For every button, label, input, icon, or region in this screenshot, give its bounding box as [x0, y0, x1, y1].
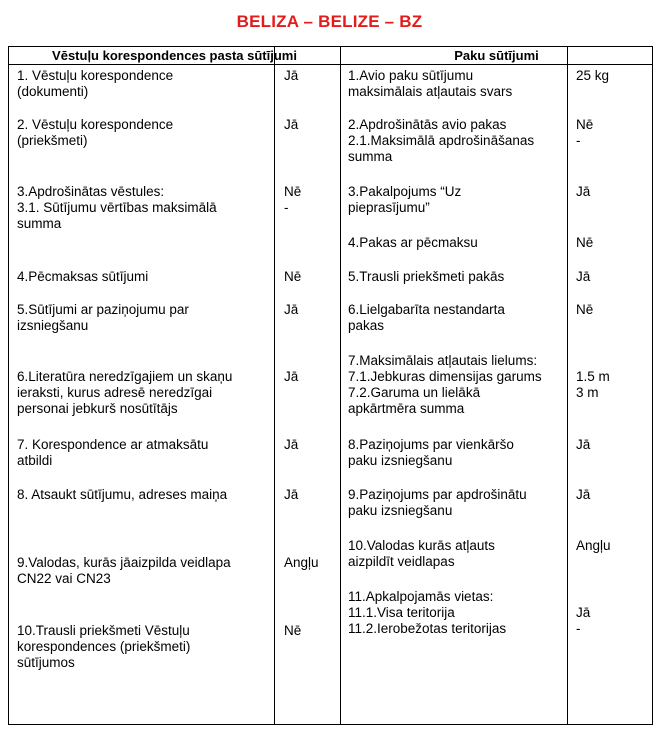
parcels-header: Paku sūtījumi — [454, 48, 539, 63]
parcels-row-5-value: Jā — [576, 269, 591, 284]
parcels-row-7-value: 1.5 m 3 m — [576, 369, 610, 400]
letters-row-7-label: 7. Korespondence ar atmaksātu atbildi — [17, 437, 209, 468]
parcels-row-9-label: 9.Paziņojums par apdrošinātu paku izsniegšanu — [348, 487, 527, 518]
letters-row-10-value: Nē — [284, 623, 302, 638]
letters-row-1-value: Jā — [284, 68, 299, 83]
parcels-row-10-value: Angļu — [576, 538, 611, 553]
parcels-row-6-value: Nē — [576, 302, 594, 317]
letters-row-8-label: 8. Atsaukt sūtījumu, adreses maiņa — [17, 487, 228, 502]
column-divider — [274, 47, 275, 724]
parcels-row-11-label: 11.Apkalpojamās vietas: 11.1.Visa teritorija 11.2.Ierobežotas teritorijas — [348, 589, 507, 636]
parcels-row-4-value: Nē — [576, 235, 594, 250]
letters-row-3-value: Nē - — [284, 184, 302, 215]
letters-row-2-label: 2. Vēstuļu korespondence (priekšmeti) — [17, 117, 174, 148]
parcels-row-1-value: 25 kg — [576, 68, 610, 83]
header-divider — [9, 64, 652, 65]
letters-row-5-value: Jā — [284, 302, 299, 317]
column-divider — [340, 47, 341, 724]
parcels-row-5-label: 5.Trausli priekšmeti pakās — [348, 269, 505, 284]
parcels-row-7-label: 7.Maksimālais atļautais lielums: 7.1.Jebkuras dimensijas garums 7.2.Garuma un lielākā apkārtmēra summa — [348, 353, 542, 416]
column-divider — [567, 47, 568, 724]
parcels-row-2-value: Nē - — [576, 117, 594, 148]
parcels-row-9-value: Jā — [576, 487, 591, 502]
letters-row-5-label: 5.Sūtījumi ar paziņojumu par izsniegšanu — [17, 302, 189, 333]
parcels-row-10-label: 10.Valodas kurās atļauts aizpildīt veidlapas — [348, 538, 495, 569]
letters-row-1-label: 1. Vēstuļu korespondence (dokumenti) — [17, 68, 174, 99]
parcels-row-6-label: 6.Lielgabarīta nestandarta pakas — [348, 302, 505, 333]
letters-row-6-value: Jā — [284, 369, 299, 384]
letters-row-3-label: 3.Apdrošinātas vēstules: 3.1. Sūtījumu vērtības maksimālā summa — [17, 184, 217, 231]
letters-row-7-value: Jā — [284, 437, 299, 452]
letters-row-4-label: 4.Pēcmaksas sūtījumi — [17, 269, 149, 284]
letters-row-8-value: Jā — [284, 487, 299, 502]
parcels-row-3-value: Jā — [576, 184, 591, 199]
services-table — [8, 46, 653, 725]
letters-row-4-value: Nē — [284, 269, 302, 284]
page-title: BELIZA – BELIZE – BZ — [236, 12, 423, 31]
parcels-row-3-label: 3.Pakalpojums “Uz pieprasījumu” — [348, 184, 462, 215]
parcels-row-11-value: Jā - — [576, 605, 591, 636]
parcels-row-4-label: 4.Pakas ar pēcmaksu — [348, 235, 478, 250]
parcels-row-8-label: 8.Paziņojums par vienkāršo paku izsniegšanu — [348, 437, 514, 468]
parcels-row-8-value: Jā — [576, 437, 591, 452]
parcels-row-2-label: 2.Apdrošinātās avio pakas 2.1.Maksimālā apdrošināšanas summa — [348, 117, 535, 164]
parcels-row-1-label: 1.Avio paku sūtījumu maksimālais atļautais svars — [348, 68, 513, 99]
letters-row-2-value: Jā — [284, 117, 299, 132]
letters-row-9-value: Angļu — [284, 555, 319, 570]
letters-row-9-label: 9.Valodas, kurās jāaizpilda veidlapa CN22 vai CN23 — [17, 555, 231, 586]
letters-row-10-label: 10.Trausli priekšmeti Vēstuļu korespondences (priekšmeti) sūtījumos — [17, 623, 191, 670]
letters-row-6-label: 6.Literatūra neredzīgajiem un skaņu ieraksti, kurus adresē neredzīgai personai jebkurš nosūtītājs — [17, 369, 233, 416]
letters-header: Vēstuļu korespondences pasta sūtījumi — [52, 48, 297, 63]
